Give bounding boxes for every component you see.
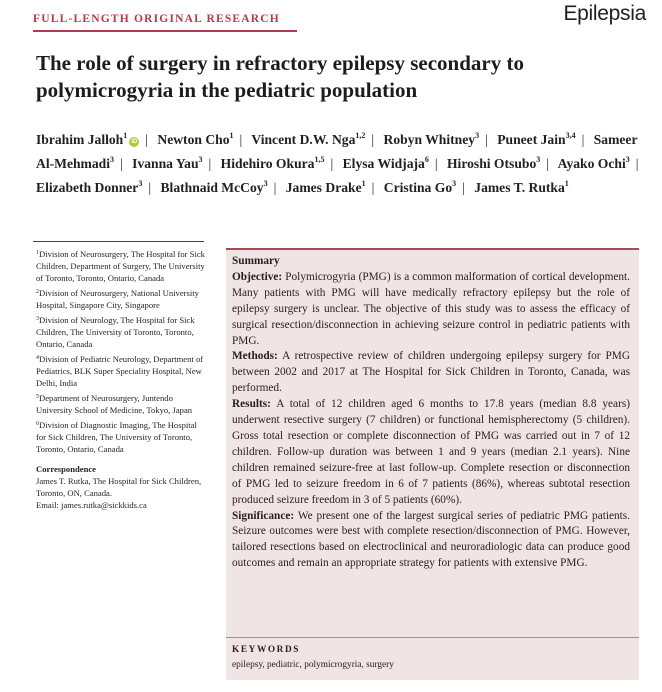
results-paragraph (232, 397, 630, 508)
author-name: Ayako Ochi (557, 156, 626, 171)
author-separator: | (485, 132, 488, 147)
author-affiliation-number: 3 (110, 155, 115, 164)
section-label-underline (33, 30, 297, 32)
keywords-heading: KEYWORDS (232, 645, 301, 655)
author-affiliation-number: 1 (564, 179, 569, 188)
keywords-list: epilepsy, pediatric, polymicrogyria, surgery (232, 660, 394, 670)
keywords-divider (226, 637, 639, 638)
author-separator: | (208, 156, 212, 171)
author-affiliation-number: 3,4 (565, 131, 576, 140)
author[interactable] (36, 180, 142, 195)
author[interactable] (384, 180, 456, 195)
author[interactable] (160, 180, 267, 195)
affiliation-divider (33, 241, 204, 242)
results-heading: Results: (232, 398, 271, 411)
author-name: James T. Rutka (474, 180, 565, 195)
author-name: Vincent D.W. Nga (251, 132, 356, 147)
correspondence-heading: Correspondence (36, 464, 96, 474)
author-affiliation-number: 3 (625, 155, 630, 164)
affiliation-item (36, 392, 206, 416)
author-name: Ivanna Yau (132, 156, 199, 171)
author[interactable] (36, 132, 139, 147)
affiliation-text: Division of Pediatric Neurology, Department of Pediatrics, BLK Super Speciality Hospital, New Delhi, India (36, 354, 204, 388)
author-separator: | (546, 156, 549, 171)
author[interactable] (343, 156, 429, 171)
author-affiliation-number: 3 (452, 179, 457, 188)
affiliation-text: Division of Diagnostic Imaging, The Hospital for Sick Children, The University of Toronto, Toronto, Ontario, Canada (36, 420, 197, 454)
author-affiliation-number: 3 (263, 179, 268, 188)
author[interactable] (384, 132, 480, 147)
author-separator: | (148, 180, 152, 195)
author-name: Elizabeth Donner (36, 180, 139, 195)
significance-text: We present one of the largest surgical series of pediatric PMG patients. Seizure outcomes were best with complete resection/disconnection of PMG. However, tailored resections based on electroclinical and neuroradiologic data can produce good outcomes and remain an appropriate strategy for patients with extensive PMG. (232, 509, 631, 570)
affiliation-number: 1 (36, 250, 39, 256)
author[interactable] (221, 156, 325, 171)
author-name: Puneet Jain (497, 132, 566, 147)
author-affiliation-number: 3 (138, 179, 143, 188)
author-separator: | (239, 132, 243, 147)
affiliation-text: Division of Neurosurgery, The Hospital for Sick Children, Department of Surgery, The University of Toronto, Toronto, Ontario, Canada (36, 249, 205, 283)
author[interactable] (474, 180, 569, 195)
objective-text: Polymicrogyria (PMG) is a common malformation of cortical development. Many patients with PMG will have medically refractory epilepsy but the role of epilepsy surgery is unclear. The objective of this study was to assess the efficacy of surgical resection/disconnection in achieving seizure control in pediatric patients with PMG. (232, 270, 631, 347)
author-separator: | (581, 132, 585, 147)
affiliation-item (36, 314, 206, 350)
section-label: FULL-LENGTH ORIGINAL RESEARCH (33, 13, 280, 25)
orcid-icon[interactable]: iD (131, 139, 138, 145)
author-affiliation-number: 1 (361, 179, 366, 188)
affiliation-item (36, 419, 206, 455)
results-text: A total of 12 children aged 6 months to 17.8 years (median 8.8 years) underwent resective surgery (7 children) or functional hemispherectomy (5 children). Gross total resection or complete disconnection of PMG was carried out in 7 of 12 children. Follow-up duration was between 1 and 9 years (median 2.1 years). Nine children remained seizure-free at last follow-up. Complete resection or disconnection of PMG led to seizure freedom in 6 of 7 patients (86%), whereas subtotal resection produced seizure freedom in 3 of 5 patients (60%). (232, 398, 630, 506)
affiliation-item (36, 287, 206, 311)
author-affiliation-number: 3 (198, 155, 203, 164)
affiliation-number: 4 (36, 355, 39, 361)
author-name: Robyn Whitney (383, 132, 476, 147)
affiliation-number: 2 (36, 289, 39, 295)
author-affiliation-number: 1,2 (355, 131, 366, 140)
objective-paragraph (232, 270, 630, 350)
author-name: Ibrahim Jalloh (36, 132, 124, 147)
affiliation-number: 6 (36, 421, 39, 427)
objective-heading: Objective: (232, 270, 283, 283)
methods-paragraph (232, 349, 630, 397)
correspondence-text: James T. Rutka, The Hospital for Sick Children, Toronto, ON, Canada. (36, 476, 202, 498)
author-name: Newton Cho (157, 132, 230, 147)
author-separator: | (273, 180, 277, 195)
author-name: Sameer Al-Mehmadi (36, 132, 638, 171)
author-name: Hidehiro Okura (220, 156, 315, 171)
author-name: Cristina Go (383, 180, 453, 195)
affiliation-text: Division of Neurology, The Hospital for Sick Children, The University of Toronto, Toronto, Ontario, Canada (36, 315, 195, 349)
affiliations (36, 248, 206, 511)
affiliation-item (36, 353, 206, 389)
journal-logo[interactable]: Epilepsia (563, 2, 646, 25)
author-separator: | (462, 180, 465, 195)
significance-paragraph (232, 509, 630, 573)
article-title: The role of surgery in refractory epilepsy secondary to polymicrogyria in the pediatric population (36, 51, 524, 102)
methods-text: A retrospective review of children undergoing epilepsy surgery for PMG between 2002 and 2017 at The Hospital for Sick Children in Toronto, Canada, was performed. (232, 350, 631, 395)
author[interactable] (132, 156, 202, 171)
author-separator: | (434, 156, 438, 171)
author-name: Hiroshi Otsubo (446, 156, 537, 171)
author-separator: | (145, 132, 148, 147)
affiliation-item (36, 248, 206, 284)
author-name: James Drake (285, 180, 362, 195)
author-separator: | (330, 156, 334, 171)
author-list (36, 128, 646, 200)
author-separator: | (120, 156, 123, 171)
methods-heading: Methods: (232, 350, 278, 363)
correspondence-email[interactable]: Email: james.rutka@sickkids.ca (36, 500, 147, 510)
author[interactable] (447, 156, 540, 171)
abstract (232, 254, 630, 572)
affiliation-number: 5 (36, 394, 39, 400)
author-separator: | (371, 180, 375, 195)
author-affiliation-number: 3 (536, 155, 541, 164)
author-separator: | (371, 132, 375, 147)
author-name: Elysa Widjaja (342, 156, 425, 171)
author[interactable] (558, 156, 630, 171)
author[interactable] (286, 180, 366, 195)
author-affiliation-number: 1,5 (314, 155, 325, 164)
author-name: Blathnaid McCoy (160, 180, 264, 195)
author-affiliation-number: 6 (424, 155, 429, 164)
author-affiliation-number: 1 (229, 131, 234, 140)
affiliation-number: 3 (36, 316, 39, 322)
significance-heading: Significance: (232, 509, 295, 522)
author-affiliation-number: 3 (475, 131, 480, 140)
author[interactable] (157, 132, 233, 147)
author-separator: | (635, 156, 639, 171)
author[interactable] (497, 132, 575, 147)
author-affiliation-number: 1 (123, 131, 128, 140)
summary-heading: Summary (232, 255, 280, 267)
affiliation-text: Department of Neurosurgery, Juntendo University School of Medicine, Tokyo, Japan (36, 393, 193, 415)
author[interactable] (251, 132, 365, 147)
affiliation-text: Division of Neurosurgery, National University Hospital, Singapore City, Singapore (36, 288, 199, 310)
